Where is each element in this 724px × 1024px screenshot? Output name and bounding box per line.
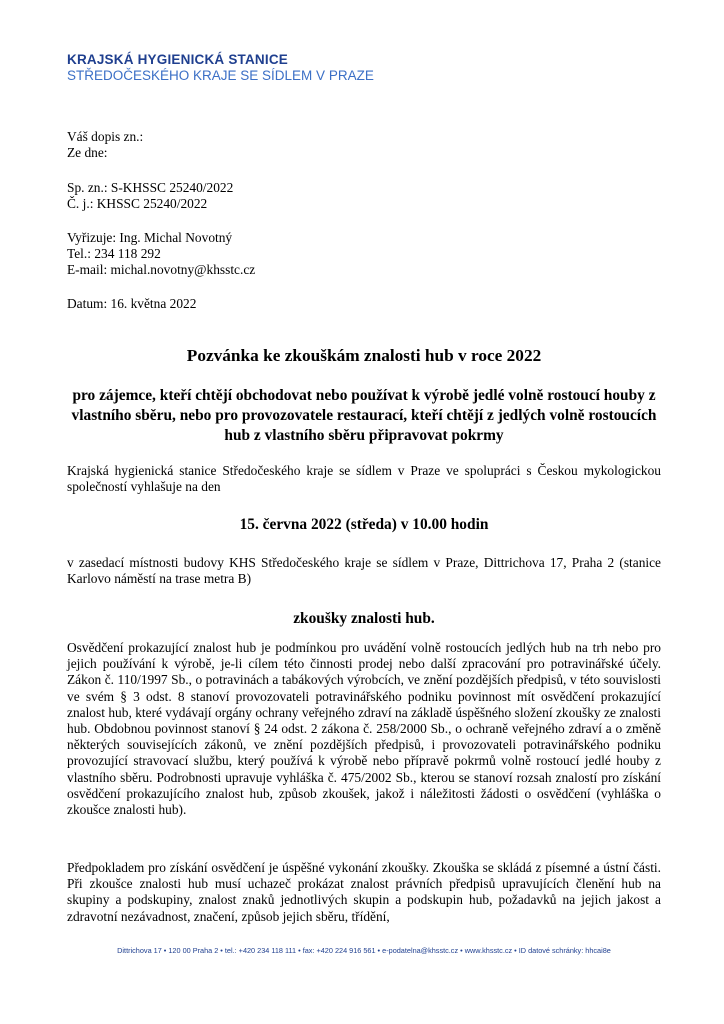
- org-name: KRAJSKÁ HYGIENICKÁ STANICE: [67, 52, 288, 67]
- phone: Tel.: 234 118 292: [67, 246, 161, 261]
- exam-heading: zkoušky znalosti hub.: [293, 610, 435, 627]
- footer-contact: Dittrichova 17 • 120 00 Praha 2 • tel.: +420 234 118 111 • fax: +420 224 916 561 • e-podatelna@khsstc.cz • www.khsstc.cz • ID datové schránky: hhcai8e: [117, 946, 611, 955]
- exam-date: 15. června 2022 (středa) v 10.00 hodin: [239, 516, 489, 533]
- org-region: STŘEDOČESKÉHO KRAJE SE SÍDLEM V PRAZE: [67, 68, 374, 83]
- email: E-mail: michal.novotny@khsstc.cz: [67, 262, 256, 277]
- your-letter-label: Váš dopis zn.:: [67, 129, 144, 144]
- intro-paragraph: Krajská hygienická stanice Středočeského kraje se sídlem v Praze ve spolupráci s Českou mykologickou společností vyhlašuje na den: [67, 463, 661, 495]
- body-paragraph-2: Předpokladem pro získání osvědčení je úspěšné vykonání zkoušky. Zkouška se skládá z písemné a ústní části. Při zkoušce znalosti hub musí uchazeč prokázat znalost právních předpisů upravujících členění hub na skupiny a podskupiny, znalost znaků jednotlivých skupin a podskupin hub, požadavků na jejich jakost a zdravotní nezávadnost, značení, způsob jejich sběru, třídění,: [67, 860, 661, 924]
- document-title: Pozvánka ke zkouškám znalosti hub v roce 2022: [186, 346, 542, 365]
- body-paragraph-1: Osvědčení prokazující znalost hub je podmínkou pro uvádění volně rostoucích jedlých hub na trh nebo pro jejich používání k výrobě, je-li cílem této činnosti prodej nebo další zpracování pro potravinářské účely. Zákon č. 110/1997 Sb., o potravinách a tabákových výrobcích, ve znění pozdějších předpisů, v této souvislosti ve svém § 3 odst. 8 stanoví provozovateli potravinářského podniku povinnost mít osvědčení prokazující znalost hub, které vydávají orgány ochrany veřejného zdraví na základě úspěšného složení zkoušky ze znalosti hub. Obdobnou povinnost stanoví § 24 odst. 2 zákona č. 258/2000 Sb., o ochraně veřejného zdraví a o změně některých souvisejících zákonů, ve znění pozdějších předpisů, i provozovateli potravinářského podniku provozující stravovací službu, který používá k výrobě nebo přípravě pokrmů volně rostoucí jedlé houby z vlastního sběru. Podrobnosti upravuje vyhláška č. 475/2002 Sb., kterou se stanoví rozsah znalostí pro získání osvědčení prokazujícího znalost hub, způsob zkoušek, jakož i náležitosti žádosti o osvědčení (vyhláška o zkoušce znalosti hub).: [67, 640, 661, 818]
- from-date-label: Ze dne:: [67, 145, 108, 160]
- document-subtitle: pro zájemce, kteří chtějí obchodovat nebo používat k výrobě jedlé volně rostoucí houby z vlastního sběru, nebo pro provozovatele restaurací, kteří chtějí z jedlých volně rostoucích hub z vlastního sběru připravovat pokrmy: [71, 387, 657, 444]
- file-number: Sp. zn.: S-KHSSC 25240/2022: [67, 180, 234, 195]
- location-paragraph: v zasedací místnosti budovy KHS Středočeského kraje se sídlem v Praze, Dittrichova 17, Praha 2 (stanice Karlovo náměstí na trase metra B): [67, 555, 661, 587]
- handled-by: Vyřizuje: Ing. Michal Novotný: [67, 230, 233, 245]
- reference-number: Č. j.: KHSSC 25240/2022: [67, 196, 208, 211]
- document-date: Datum: 16. května 2022: [67, 296, 197, 311]
